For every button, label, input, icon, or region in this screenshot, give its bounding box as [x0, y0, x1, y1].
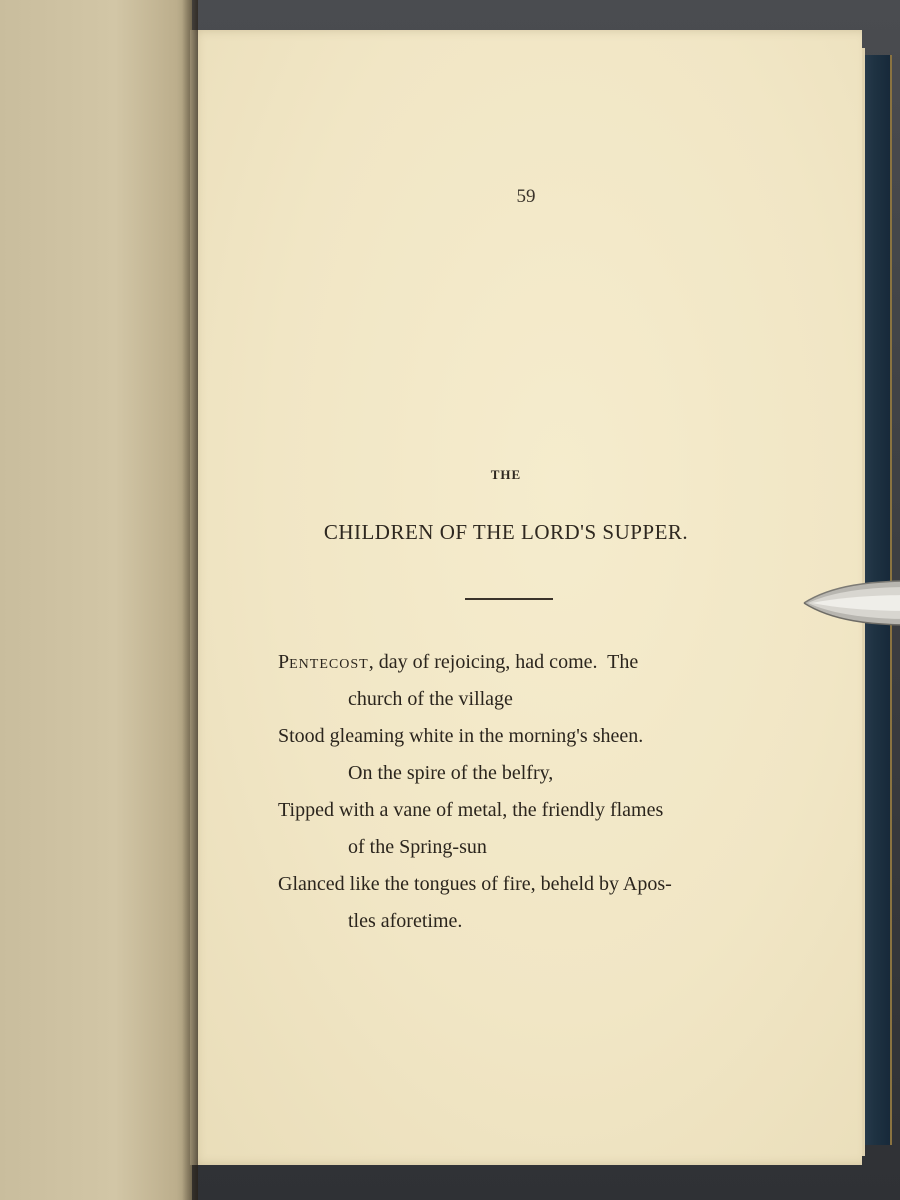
verse-line-3: Stood gleaming white in the morning's sheen.	[278, 725, 644, 747]
verse-line-6: of the Spring-sun	[348, 836, 487, 858]
verse-line-8: tles aforetime.	[348, 910, 463, 932]
bookmark-clip-icon	[802, 577, 900, 629]
verse-line-7: Glanced like the tongues of fire, beheld by Apos-	[278, 873, 672, 895]
verse-line-1-rest: , day of rejoicing, had come. The	[368, 651, 639, 673]
verse-line-4: On the spire of the belfry,	[348, 762, 554, 784]
poem-title: CHILDREN OF THE LORD'S SUPPER.	[323, 520, 689, 544]
left-page	[0, 0, 192, 1200]
gutter-shadow	[182, 0, 198, 1200]
title-prefix: THE	[490, 467, 522, 482]
verse-line-5: Tipped with a vane of metal, the friendly flames	[278, 799, 664, 821]
title-rule	[465, 598, 553, 600]
verse-smallcaps: ENTECOST	[289, 657, 369, 672]
verse-line-2: church of the village	[348, 688, 513, 710]
verse-initial: P	[278, 651, 290, 673]
right-page	[190, 30, 862, 1165]
poem-verse	[278, 644, 748, 940]
verse-line-1	[278, 644, 748, 681]
page-number: 59	[516, 186, 536, 207]
